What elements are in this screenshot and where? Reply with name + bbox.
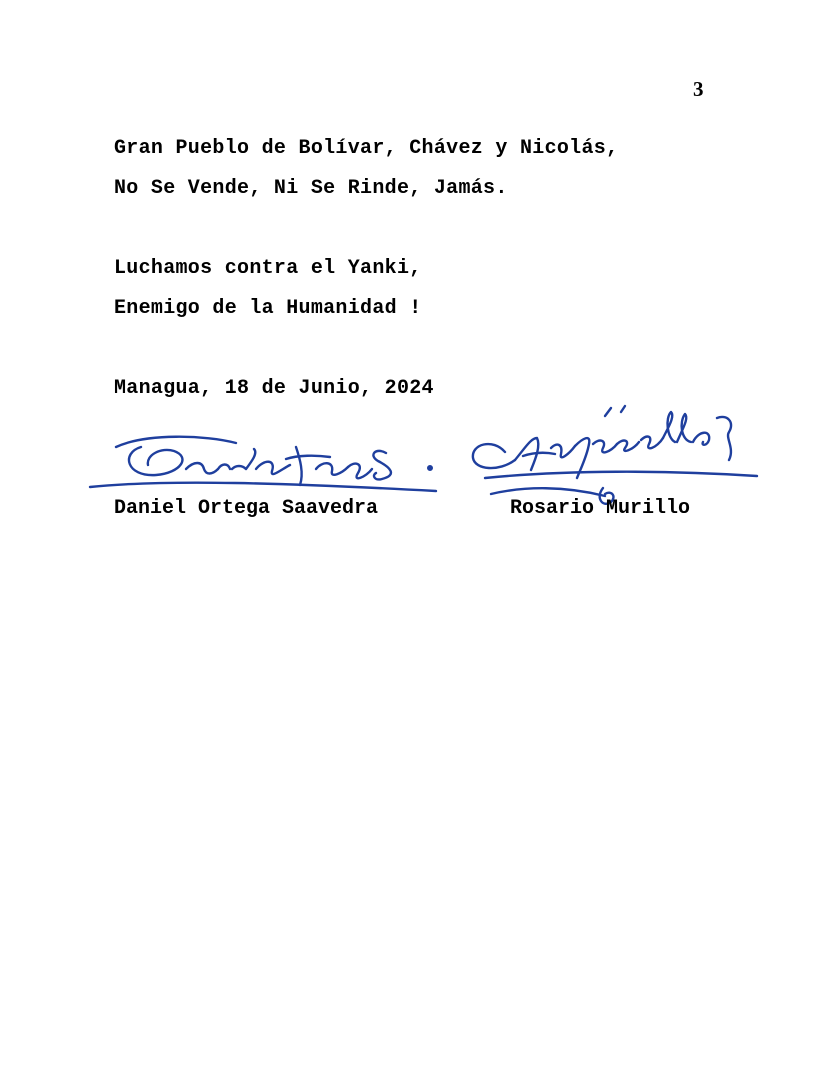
signer-name-left: Daniel Ortega Saavedra bbox=[114, 497, 379, 520]
body-line-3: Luchamos contra el Yanki, bbox=[114, 257, 422, 280]
body-line-1: Gran Pueblo de Bolívar, Chávez y Nicolás, bbox=[114, 137, 619, 160]
signer-name-right: Rosario Murillo bbox=[510, 497, 691, 520]
signature-daniel-ortega bbox=[86, 425, 446, 500]
body-line-4: Enemigo de la Humanidad ! bbox=[114, 297, 422, 320]
page-number: 3 bbox=[693, 77, 704, 101]
signature-rosario-murillo bbox=[465, 398, 765, 508]
place-date-line: Managua, 18 de Junio, 2024 bbox=[114, 377, 434, 400]
body-line-2: No Se Vende, Ni Se Rinde, Jamás. bbox=[114, 177, 508, 200]
